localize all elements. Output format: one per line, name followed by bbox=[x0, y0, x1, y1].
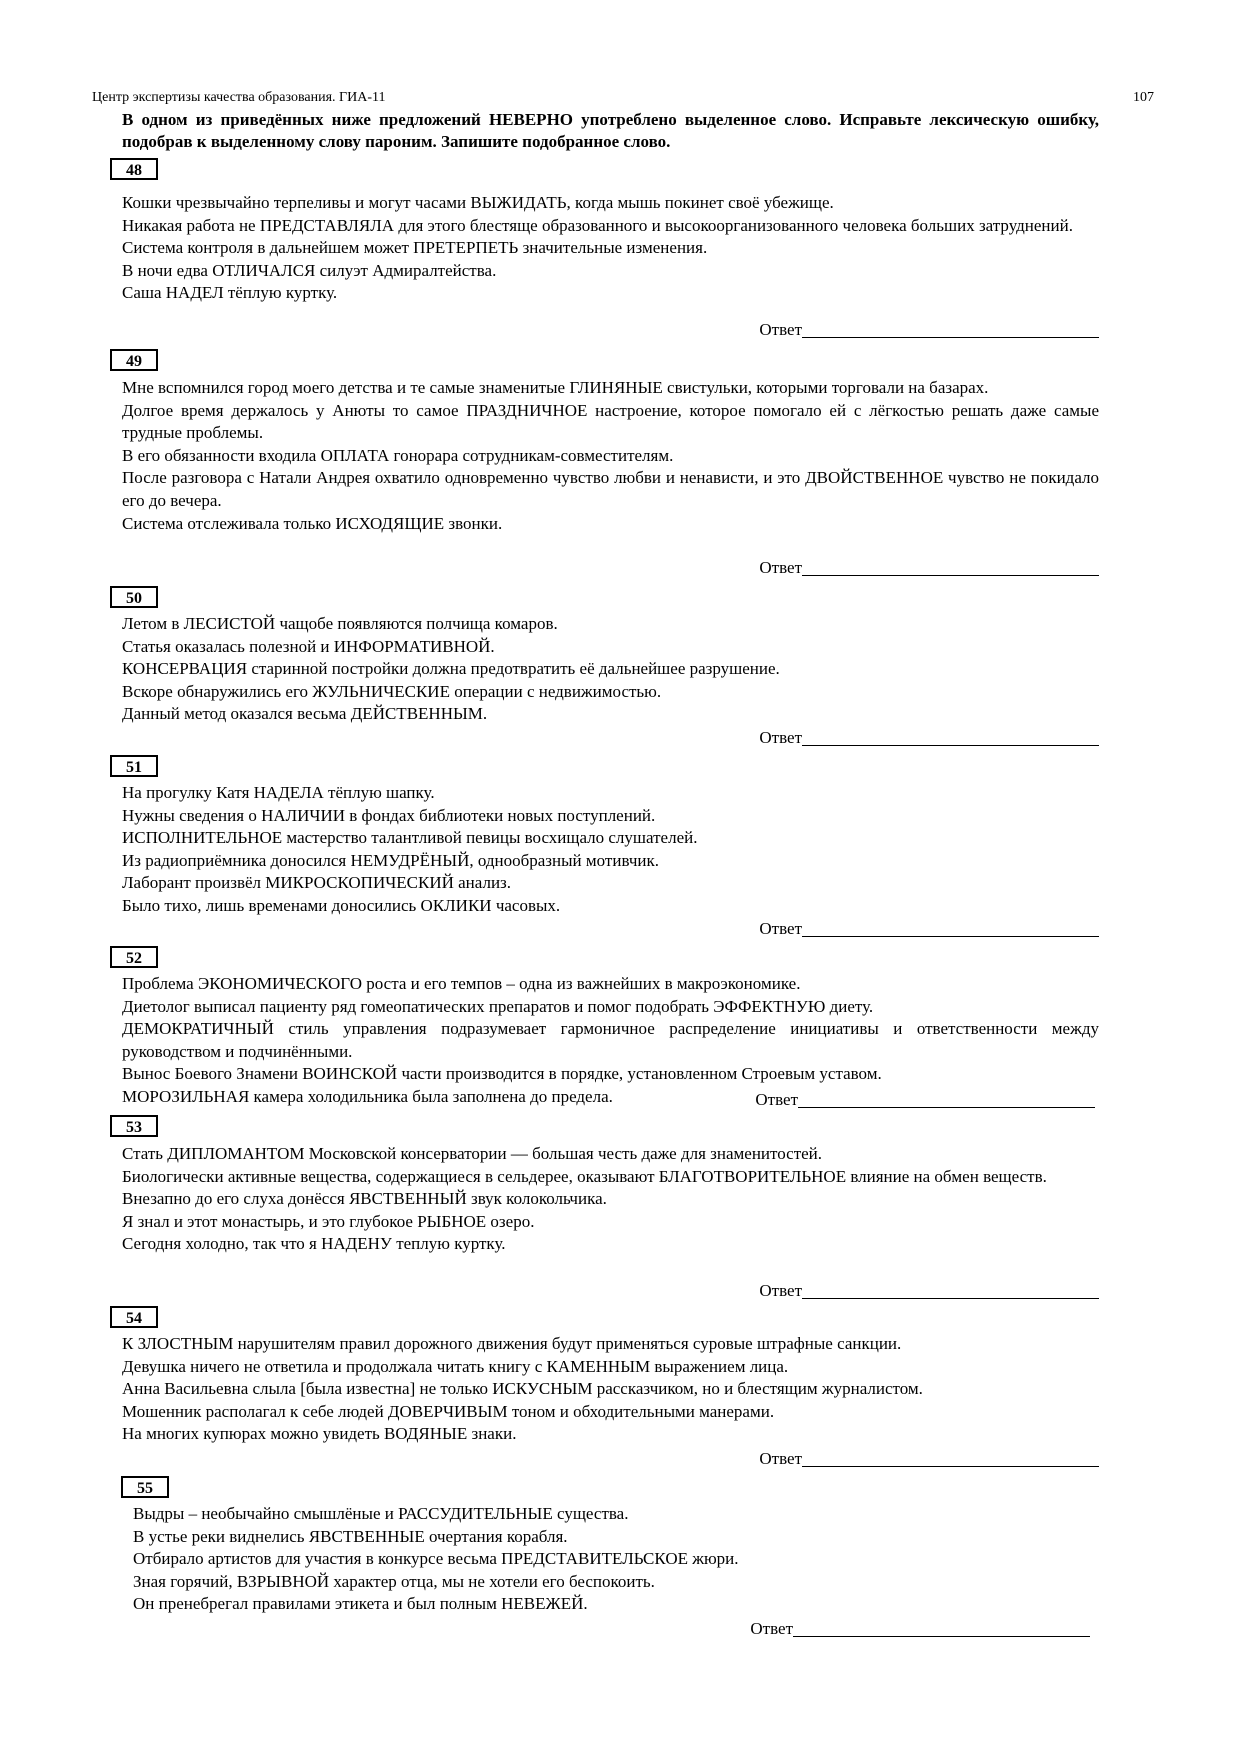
sentence: Летом в ЛЕСИСТОЙ чащобе появляются полчища комаров. bbox=[122, 614, 558, 633]
answer-line[interactable] bbox=[802, 557, 1099, 576]
sentence: Сегодня холодно, так что я НАДЕНУ теплую куртку. bbox=[122, 1234, 506, 1254]
sentence: Система контроля в дальнейшем может ПРЕТЕРПЕТЬ значительные изменения. bbox=[122, 238, 708, 258]
task-instruction: В одном из приведённых ниже предложений НЕВЕРНО употреблено выделенное слово. Исправьте лексическую ошибку, подобрав к выделенному слову пароним. Запишите подобранное слово. bbox=[122, 110, 1099, 151]
sentence: В его обязанности входила ОПЛАТА гонорара сотрудникам-совместителям. bbox=[122, 445, 674, 465]
task-number-box: 49 bbox=[110, 349, 158, 371]
sentence: Было тихо, лишь временами доносились ОКЛИКИ часовых. bbox=[122, 895, 561, 915]
answer-line[interactable] bbox=[798, 1089, 1095, 1108]
task-sentences bbox=[122, 782, 1099, 918]
task-number-box: 55 bbox=[121, 1476, 169, 1498]
sentence: После разговора с Натали Андрея охватило одновременно чувство любви и ненависти, и это ДВОЙСТВЕННОЕ чувство не покидало его до вечера. bbox=[122, 468, 1099, 510]
sentence: Анна Васильевна слыла [была известна] не только ИСКУСНЫМ рассказчиком, но и блестящим журналистом. bbox=[122, 1379, 923, 1399]
answer-field[interactable] bbox=[759, 918, 1099, 940]
sentence: Выдры – необычайно смышлёные и РАССУДИТЕЛЬНЫЕ существа. bbox=[133, 1504, 629, 1523]
sentence: Вскоре обнаружились его ЖУЛЬНИЧЕСКИЕ операции с недвижимостью. bbox=[122, 681, 662, 701]
answer-label: Ответ bbox=[759, 558, 802, 577]
sentence: Внезапно до его слуха донёсся ЯВСТВЕННЫЙ звук колокольчика. bbox=[122, 1189, 607, 1209]
sentence: Лаборант произвёл МИКРОСКОПИЧЕСКИЙ анализ. bbox=[122, 873, 512, 893]
task-sentences bbox=[122, 613, 1099, 726]
answer-field[interactable] bbox=[759, 319, 1099, 341]
task-number-box: 52 bbox=[110, 946, 158, 968]
task-number-box: 53 bbox=[110, 1115, 158, 1137]
sentence: Биологически активные вещества, содержащиеся в сельдерее, оказывают БЛАГОТВОРИТЕЛЬНОЕ влияние на обмен веществ. bbox=[122, 1166, 1047, 1186]
task-number-box: 54 bbox=[110, 1306, 158, 1328]
sentence: МОРОЗИЛЬНАЯ камера холодильника была заполнена до предела. bbox=[122, 1086, 613, 1106]
sentence: ИСПОЛНИТЕЛЬНОЕ мастерство талантливой певицы восхищало слушателей. bbox=[122, 828, 698, 848]
sentence: В устье реки виднелись ЯВСТВЕННЫЕ очертания корабля. bbox=[133, 1526, 568, 1546]
answer-label: Ответ bbox=[759, 320, 802, 339]
task-number-box: 50 bbox=[110, 586, 158, 608]
sentence: ДЕМОКРАТИЧНЫЙ стиль управления подразумевает гармоничное распределение инициативы и ответственности между руководством и подчинёнными. bbox=[122, 1019, 1099, 1061]
sentence: В ночи едва ОТЛИЧАЛСЯ силуэт Адмиралтейства. bbox=[122, 260, 497, 280]
sentence: Девушка ничего не ответила и продолжала читать книгу с КАМЕННЫМ выражением лица. bbox=[122, 1356, 789, 1376]
task-number-box: 51 bbox=[110, 755, 158, 777]
answer-field[interactable] bbox=[759, 727, 1099, 749]
task-sentences bbox=[133, 1503, 1090, 1616]
sentence: К ЗЛОСТНЫМ нарушителям правил дорожного движения будут применяться суровые штрафные санкции. bbox=[122, 1334, 902, 1353]
answer-label: Ответ bbox=[759, 728, 802, 747]
sentence: Из радиоприёмника доносился НЕМУДРЁНЫЙ, однообразный мотивчик. bbox=[122, 850, 659, 870]
sentence: Никакая работа не ПРЕДСТАВЛЯЛА для этого блестяще образованного и высокоорганизованного человека больших затруднений. bbox=[122, 215, 1073, 235]
sentence: Он пренебрегал правилами этикета и был полным НЕВЕЖЕЙ. bbox=[133, 1594, 588, 1614]
answer-line[interactable] bbox=[802, 1448, 1099, 1467]
sentence: Система отслеживала только ИСХОДЯЩИЕ звонки. bbox=[122, 513, 503, 533]
page-header-title: Центр экспертизы качества образования. ГИА-11 bbox=[92, 90, 386, 105]
sentence: Диетолог выписал пациенту ряд гомеопатических препаратов и помог подобрать ЭФФЕКТНУЮ диету. bbox=[122, 996, 874, 1016]
answer-line[interactable] bbox=[793, 1618, 1090, 1637]
task-sentences bbox=[122, 1143, 1099, 1256]
answer-field[interactable] bbox=[759, 557, 1099, 579]
answer-field[interactable] bbox=[759, 1280, 1099, 1302]
sentence: Вынос Боевого Знамени ВОИНСКОЙ части производится в порядке, установленном Строевым уставом. bbox=[122, 1064, 882, 1084]
sentence: Статья оказалась полезной и ИНФОРМАТИВНОЙ. bbox=[122, 636, 495, 656]
sentence: Долгое время держалось у Анюты то самое ПРАЗДНИЧНОЕ настроение, которое помогало ей с лёгкостью решать даже самые трудные проблемы. bbox=[122, 400, 1099, 443]
sentence: Я знал и этот монастырь, и это глубокое РЫБНОЕ озеро. bbox=[122, 1211, 535, 1231]
answer-line[interactable] bbox=[802, 1280, 1099, 1299]
sentence: Стать ДИПЛОМАНТОМ Московской консерватории — большая честь даже для знаменитостей. bbox=[122, 1144, 823, 1163]
sentence: Данный метод оказался весьма ДЕЙСТВЕННЫМ. bbox=[122, 704, 488, 724]
answer-field[interactable] bbox=[750, 1618, 1090, 1640]
task-number-box: 48 bbox=[110, 158, 158, 180]
task-sentences bbox=[122, 377, 1099, 535]
task-sentences bbox=[122, 192, 1099, 305]
sentence: Саша НАДЕЛ тёплую куртку. bbox=[122, 283, 338, 303]
answer-label: Ответ bbox=[759, 919, 802, 938]
answer-label: Ответ bbox=[755, 1090, 798, 1109]
answer-label: Ответ bbox=[759, 1449, 802, 1468]
page-number: 107 bbox=[1133, 90, 1154, 105]
sentence: Мне вспомнился город моего детства и те самые знаменитые ГЛИНЯНЫЕ свистульки, которыми торговали на базарах. bbox=[122, 378, 989, 397]
sentence: На многих купюрах можно увидеть ВОДЯНЫЕ знаки. bbox=[122, 1424, 517, 1444]
answer-line[interactable] bbox=[802, 918, 1099, 937]
sentence: На прогулку Катя НАДЕЛА тёплую шапку. bbox=[122, 783, 435, 802]
answer-line[interactable] bbox=[802, 319, 1099, 338]
answer-field[interactable] bbox=[755, 1089, 1095, 1111]
sentence: КОНСЕРВАЦИЯ старинной постройки должна предотвратить её дальнейшее разрушение. bbox=[122, 659, 780, 679]
answer-field[interactable] bbox=[759, 1448, 1099, 1470]
answer-label: Ответ bbox=[750, 1619, 793, 1638]
sentence: Зная горячий, ВЗРЫВНОЙ характер отца, мы не хотели его беспокоить. bbox=[133, 1571, 655, 1591]
sentence: Проблема ЭКОНОМИЧЕСКОГО роста и его темпов – одна из важнейших в макроэкономике. bbox=[122, 974, 801, 993]
sentence: Кошки чрезвычайно терпеливы и могут часами ВЫЖИДАТЬ, когда мышь покинет своё убежище. bbox=[122, 193, 834, 212]
sentence: Мошенник располагал к себе людей ДОВЕРЧИВЫМ тоном и обходительными манерами. bbox=[122, 1401, 775, 1421]
sentence: Отбирало артистов для участия в конкурсе весьма ПРЕДСТАВИТЕЛЬСКОЕ жюри. bbox=[133, 1549, 739, 1569]
answer-line[interactable] bbox=[802, 727, 1099, 746]
answer-label: Ответ bbox=[759, 1281, 802, 1300]
task-sentences bbox=[122, 1333, 1099, 1446]
sentence: Нужны сведения о НАЛИЧИИ в фондах библиотеки новых поступлений. bbox=[122, 805, 656, 825]
